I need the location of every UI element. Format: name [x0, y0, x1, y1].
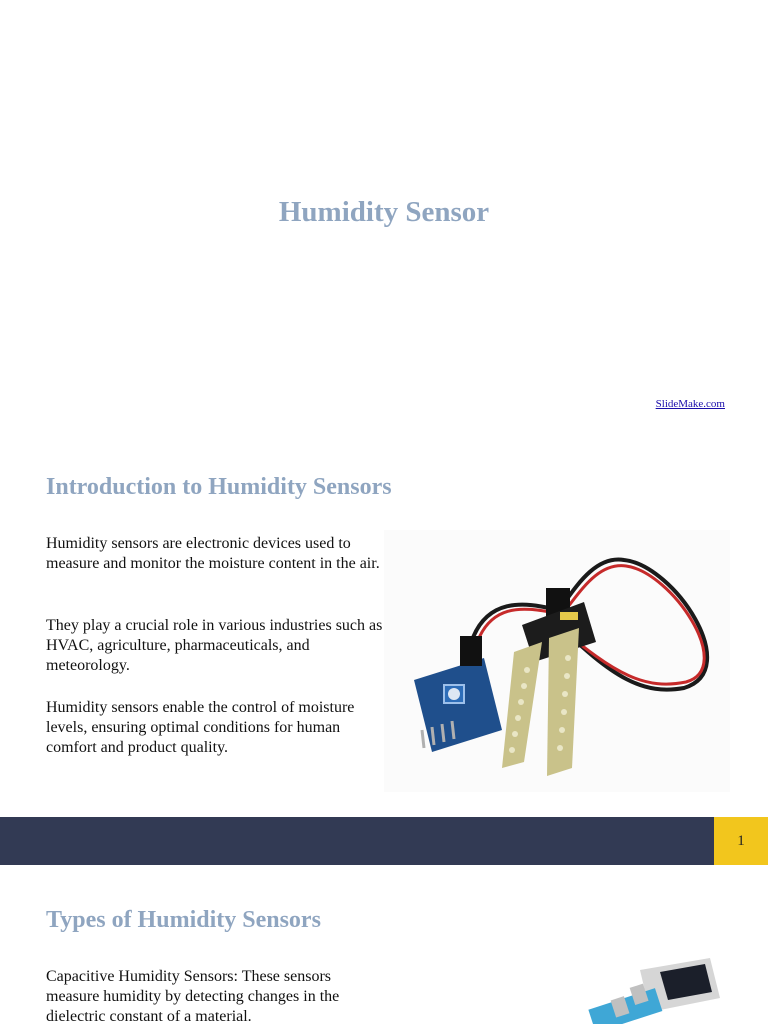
capacitive-sensor-image: [560, 950, 750, 1024]
slide-title: Humidity Sensor: [278, 196, 490, 228]
soil-moisture-sensor-image: [384, 530, 730, 792]
page-number: 1: [714, 817, 768, 865]
intro-paragraph-1: Humidity sensors are electronic devices used to measure and monitor the moisture content in the air.: [46, 535, 380, 572]
section-heading-intro: Introduction to Humidity Sensors: [46, 474, 392, 500]
title-slide: [0, 0, 768, 440]
footer-band: [0, 817, 714, 865]
types-paragraph-1: Capacitive Humidity Sensors: These sensors measure humidity by detecting changes in the dielectric constant of a material.: [46, 968, 340, 1025]
section-heading-types: Types of Humidity Sensors: [46, 907, 321, 933]
credit-link[interactable]: SlideMake.com: [655, 398, 725, 410]
intro-paragraph-3: Humidity sensors enable the control of moisture levels, ensuring optimal conditions for human comfort and product quality.: [46, 699, 355, 756]
intro-paragraph-2: They play a crucial role in various industries such as HVAC, agriculture, pharmaceuticals, and meteorology.: [46, 617, 383, 674]
